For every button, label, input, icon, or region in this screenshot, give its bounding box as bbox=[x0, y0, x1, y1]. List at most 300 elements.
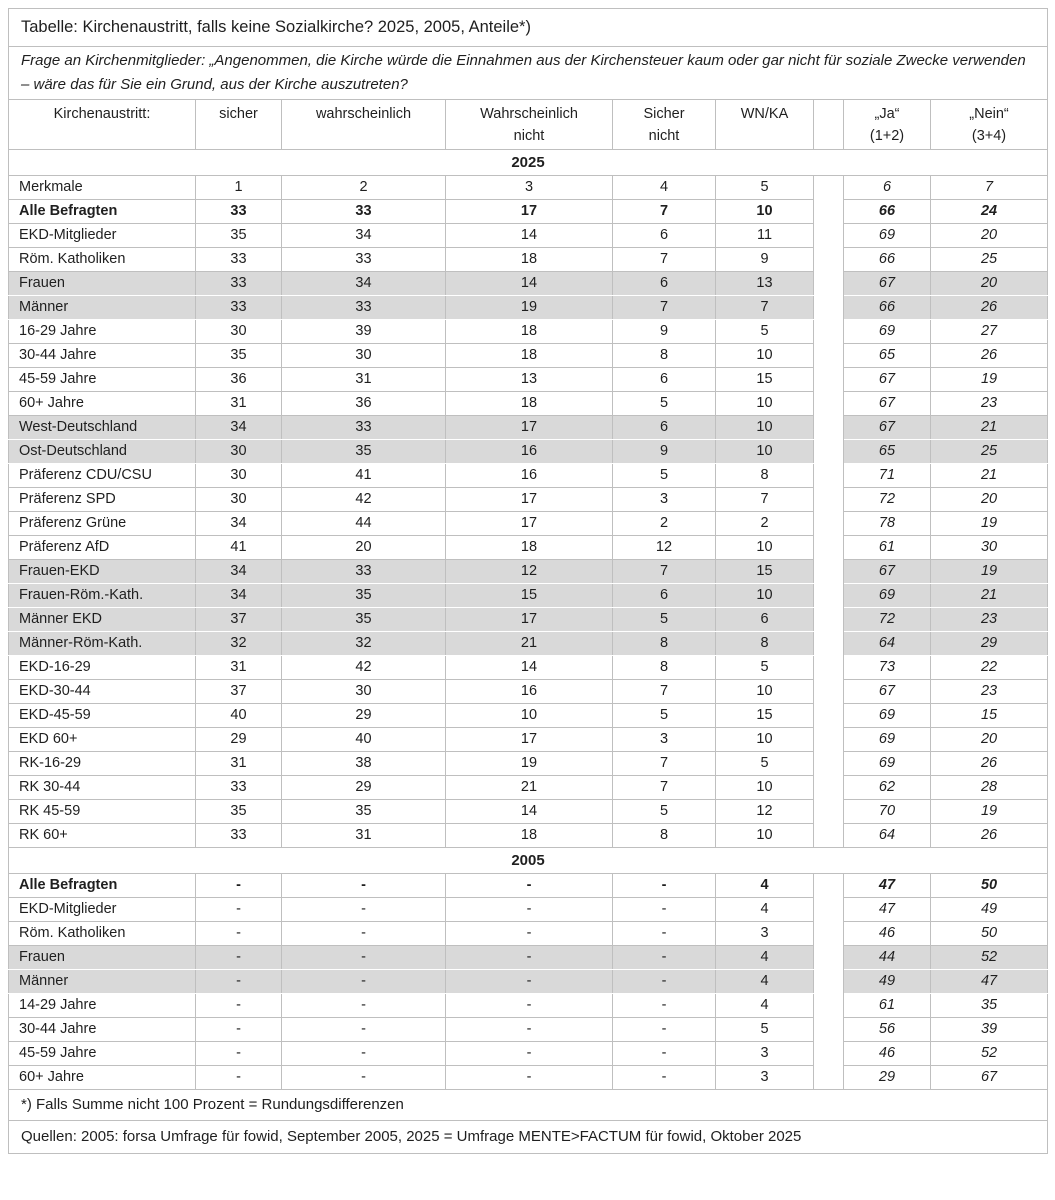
table-row bbox=[9, 463, 1048, 487]
cell-value: 18 bbox=[446, 823, 613, 847]
cell-value-nein: 26 bbox=[931, 751, 1048, 775]
cell-value-nein: 50 bbox=[931, 921, 1048, 945]
cell-value: 8 bbox=[716, 463, 814, 487]
table-row bbox=[9, 487, 1048, 511]
table-row bbox=[9, 921, 1048, 945]
cell-value: 16 bbox=[446, 439, 613, 463]
row-label: Merkmale bbox=[9, 175, 196, 199]
row-label: 16-29 Jahre bbox=[9, 319, 196, 343]
cell-value: 10 bbox=[716, 727, 814, 751]
cell-value: 30 bbox=[196, 487, 282, 511]
cell-value: 5 bbox=[613, 391, 716, 415]
cell-value: 17 bbox=[446, 487, 613, 511]
cell-value: 7 bbox=[613, 295, 716, 319]
cell-value: 32 bbox=[196, 631, 282, 655]
cell-value: - bbox=[446, 921, 613, 945]
table-row bbox=[9, 945, 1048, 969]
cell-value: 10 bbox=[446, 703, 613, 727]
cell-value-ja: 69 bbox=[844, 319, 931, 343]
cell-value: - bbox=[282, 1017, 446, 1041]
cell-value: - bbox=[196, 945, 282, 969]
cell-value-ja: 69 bbox=[844, 751, 931, 775]
cell-value: 16 bbox=[446, 679, 613, 703]
row-label: 30-44 Jahre bbox=[9, 343, 196, 367]
cell-value: 10 bbox=[716, 439, 814, 463]
cell-value-nein: 15 bbox=[931, 703, 1048, 727]
cell-value: 7 bbox=[716, 487, 814, 511]
cell-value: 33 bbox=[196, 271, 282, 295]
cell-value: 39 bbox=[282, 319, 446, 343]
cell-value: - bbox=[613, 897, 716, 921]
spacer-cell bbox=[814, 945, 844, 969]
cell-value-nein: 52 bbox=[931, 1041, 1048, 1065]
cell-value-ja: 66 bbox=[844, 295, 931, 319]
spacer-cell bbox=[814, 727, 844, 751]
cell-value-ja: 6 bbox=[844, 175, 931, 199]
row-label: 45-59 Jahre bbox=[9, 367, 196, 391]
cell-value-nein: 29 bbox=[931, 631, 1048, 655]
cell-value: 33 bbox=[282, 247, 446, 271]
cell-value: - bbox=[282, 969, 446, 993]
cell-value-nein: 25 bbox=[931, 247, 1048, 271]
cell-value: 10 bbox=[716, 823, 814, 847]
cell-value: 10 bbox=[716, 391, 814, 415]
cell-value-nein: 28 bbox=[931, 775, 1048, 799]
cell-value: 17 bbox=[446, 511, 613, 535]
row-label: EKD-45-59 bbox=[9, 703, 196, 727]
table-row bbox=[9, 247, 1048, 271]
column-header-wahrscheinlich: wahrscheinlich bbox=[282, 100, 446, 150]
row-label: Röm. Katholiken bbox=[9, 921, 196, 945]
row-label: Männer EKD bbox=[9, 607, 196, 631]
cell-value: 36 bbox=[196, 367, 282, 391]
cell-value: 8 bbox=[716, 631, 814, 655]
table-row bbox=[9, 271, 1048, 295]
spacer-cell bbox=[814, 343, 844, 367]
spacer-cell bbox=[814, 391, 844, 415]
cell-value: 21 bbox=[446, 631, 613, 655]
cell-value: 18 bbox=[446, 343, 613, 367]
row-label: RK-16-29 bbox=[9, 751, 196, 775]
table-row bbox=[9, 223, 1048, 247]
cell-value: 5 bbox=[613, 703, 716, 727]
row-label: EKD-Mitglieder bbox=[9, 223, 196, 247]
cell-value: 10 bbox=[716, 679, 814, 703]
cell-value: 29 bbox=[196, 727, 282, 751]
cell-value: 31 bbox=[282, 367, 446, 391]
cell-value: 4 bbox=[613, 175, 716, 199]
spacer-cell bbox=[814, 511, 844, 535]
cell-value: 41 bbox=[282, 463, 446, 487]
cell-value: - bbox=[282, 873, 446, 897]
cell-value: 34 bbox=[196, 415, 282, 439]
cell-value: 14 bbox=[446, 799, 613, 823]
cell-value: 13 bbox=[716, 271, 814, 295]
cell-value-nein: 47 bbox=[931, 969, 1048, 993]
row-label: West-Deutschland bbox=[9, 415, 196, 439]
row-label: Frauen-Röm.-Kath. bbox=[9, 583, 196, 607]
cell-value: 11 bbox=[716, 223, 814, 247]
table-row bbox=[9, 415, 1048, 439]
spacer-cell bbox=[814, 175, 844, 199]
column-header-row bbox=[9, 100, 1048, 150]
survey-question: Frage an Kirchenmitglieder: „Angenommen, die Kirche würde die Einnahmen aus der Kirchensteuer kaum oder gar nicht für soziale Zwecke verwenden – wäre das für Sie ein Grund, aus der Kirche auszutreten? bbox=[9, 47, 1048, 100]
table-row bbox=[9, 199, 1048, 223]
row-label: EKD-30-44 bbox=[9, 679, 196, 703]
cell-value-nein: 19 bbox=[931, 367, 1048, 391]
cell-value: 34 bbox=[196, 559, 282, 583]
cell-value: 33 bbox=[282, 295, 446, 319]
spacer-cell bbox=[814, 799, 844, 823]
cell-value-ja: 67 bbox=[844, 271, 931, 295]
cell-value-ja: 56 bbox=[844, 1017, 931, 1041]
cell-value: 2 bbox=[282, 175, 446, 199]
cell-value: - bbox=[613, 873, 716, 897]
cell-value: - bbox=[613, 1041, 716, 1065]
section-band-row bbox=[9, 149, 1048, 175]
cell-value-ja: 62 bbox=[844, 775, 931, 799]
cell-value: 41 bbox=[196, 535, 282, 559]
spacer-cell bbox=[814, 679, 844, 703]
cell-value: 17 bbox=[446, 607, 613, 631]
cell-value-nein: 35 bbox=[931, 993, 1048, 1017]
cell-value: - bbox=[613, 1017, 716, 1041]
cell-value: 8 bbox=[613, 343, 716, 367]
cell-value: - bbox=[613, 921, 716, 945]
cell-value: 12 bbox=[716, 799, 814, 823]
spacer-cell bbox=[814, 897, 844, 921]
column-header-ja: „Ja“ (1+2) bbox=[844, 100, 931, 150]
cell-value: 5 bbox=[613, 463, 716, 487]
row-label: RK 60+ bbox=[9, 823, 196, 847]
cell-value: 33 bbox=[282, 559, 446, 583]
cell-value: - bbox=[282, 1065, 446, 1089]
cell-value: 2 bbox=[716, 511, 814, 535]
title-row bbox=[9, 9, 1048, 47]
cell-value: 15 bbox=[716, 559, 814, 583]
cell-value: - bbox=[196, 1017, 282, 1041]
cell-value: 4 bbox=[716, 897, 814, 921]
cell-value: 6 bbox=[613, 583, 716, 607]
cell-value-nein: 20 bbox=[931, 487, 1048, 511]
cell-value: - bbox=[282, 1041, 446, 1065]
cell-value: 14 bbox=[446, 271, 613, 295]
cell-value: 38 bbox=[282, 751, 446, 775]
cell-value-ja: 61 bbox=[844, 993, 931, 1017]
row-label: 14-29 Jahre bbox=[9, 993, 196, 1017]
spacer-cell bbox=[814, 535, 844, 559]
table-row bbox=[9, 511, 1048, 535]
row-label: Ost-Deutschland bbox=[9, 439, 196, 463]
cell-value: 44 bbox=[282, 511, 446, 535]
cell-value: 12 bbox=[613, 535, 716, 559]
cell-value: 36 bbox=[282, 391, 446, 415]
cell-value-ja: 69 bbox=[844, 703, 931, 727]
cell-value: 13 bbox=[446, 367, 613, 391]
table-row bbox=[9, 897, 1048, 921]
cell-value-ja: 71 bbox=[844, 463, 931, 487]
column-header-sicher: sicher bbox=[196, 100, 282, 150]
cell-value-nein: 24 bbox=[931, 199, 1048, 223]
cell-value-ja: 70 bbox=[844, 799, 931, 823]
cell-value: 12 bbox=[446, 559, 613, 583]
cell-value-nein: 20 bbox=[931, 223, 1048, 247]
cell-value: 6 bbox=[613, 223, 716, 247]
cell-value: 5 bbox=[613, 799, 716, 823]
column-header-sicher-nicht: Sicher nicht bbox=[613, 100, 716, 150]
row-label: Männer-Röm-Kath. bbox=[9, 631, 196, 655]
cell-value-ja: 72 bbox=[844, 607, 931, 631]
cell-value: 31 bbox=[282, 823, 446, 847]
table-row bbox=[9, 367, 1048, 391]
table-row bbox=[9, 535, 1048, 559]
cell-value-ja: 29 bbox=[844, 1065, 931, 1089]
cell-value: 17 bbox=[446, 199, 613, 223]
cell-value: 6 bbox=[716, 607, 814, 631]
cell-value: 10 bbox=[716, 775, 814, 799]
cell-value: 7 bbox=[613, 199, 716, 223]
cell-value-ja: 47 bbox=[844, 873, 931, 897]
table-row bbox=[9, 559, 1048, 583]
table-row bbox=[9, 873, 1048, 897]
row-label: 45-59 Jahre bbox=[9, 1041, 196, 1065]
cell-value: 7 bbox=[613, 679, 716, 703]
table-row bbox=[9, 583, 1048, 607]
cell-value: 32 bbox=[282, 631, 446, 655]
cell-value: 6 bbox=[613, 367, 716, 391]
cell-value: - bbox=[446, 969, 613, 993]
table-row bbox=[9, 175, 1048, 199]
cell-value: 30 bbox=[196, 439, 282, 463]
footnote: *) Falls Summe nicht 100 Prozent = Rundungsdifferenzen bbox=[9, 1089, 1048, 1120]
cell-value-nein: 26 bbox=[931, 343, 1048, 367]
cell-value: 14 bbox=[446, 223, 613, 247]
row-label: Männer bbox=[9, 295, 196, 319]
cell-value-nein: 23 bbox=[931, 391, 1048, 415]
cell-value: - bbox=[196, 873, 282, 897]
cell-value: 9 bbox=[716, 247, 814, 271]
cell-value: - bbox=[196, 1065, 282, 1089]
cell-value: 5 bbox=[716, 175, 814, 199]
cell-value: 7 bbox=[613, 559, 716, 583]
cell-value: 3 bbox=[613, 487, 716, 511]
cell-value: 9 bbox=[613, 319, 716, 343]
cell-value: 4 bbox=[716, 945, 814, 969]
spacer-cell bbox=[814, 295, 844, 319]
cell-value-nein: 67 bbox=[931, 1065, 1048, 1089]
cell-value: 6 bbox=[613, 271, 716, 295]
cell-value: - bbox=[613, 945, 716, 969]
cell-value: 42 bbox=[282, 487, 446, 511]
cell-value-ja: 67 bbox=[844, 367, 931, 391]
spacer-cell bbox=[814, 319, 844, 343]
cell-value-nein: 21 bbox=[931, 415, 1048, 439]
table-title: Tabelle: Kirchenaustritt, falls keine Sozialkirche? 2025, 2005, Anteile*) bbox=[9, 9, 1048, 47]
spacer-cell bbox=[814, 199, 844, 223]
cell-value: 5 bbox=[716, 751, 814, 775]
cell-value-ja: 67 bbox=[844, 391, 931, 415]
section-band-row bbox=[9, 847, 1048, 873]
section-band-label: 2025 bbox=[9, 149, 1048, 175]
cell-value-ja: 67 bbox=[844, 679, 931, 703]
cell-value-ja: 47 bbox=[844, 897, 931, 921]
spacer-cell bbox=[814, 271, 844, 295]
cell-value: 21 bbox=[446, 775, 613, 799]
table-row bbox=[9, 391, 1048, 415]
cell-value: 34 bbox=[282, 223, 446, 247]
cell-value: 42 bbox=[282, 655, 446, 679]
cell-value-ja: 67 bbox=[844, 559, 931, 583]
spacer-cell bbox=[814, 223, 844, 247]
spacer-cell bbox=[814, 247, 844, 271]
sources-row bbox=[9, 1120, 1048, 1153]
cell-value: - bbox=[196, 1041, 282, 1065]
cell-value: - bbox=[196, 969, 282, 993]
cell-value-nein: 26 bbox=[931, 823, 1048, 847]
cell-value: 8 bbox=[613, 631, 716, 655]
row-label: Präferenz AfD bbox=[9, 535, 196, 559]
spacer-cell bbox=[814, 921, 844, 945]
cell-value: - bbox=[613, 1065, 716, 1089]
footnote-row bbox=[9, 1089, 1048, 1120]
cell-value: 30 bbox=[282, 679, 446, 703]
spacer-cell bbox=[814, 415, 844, 439]
cell-value: 15 bbox=[716, 703, 814, 727]
cell-value: 37 bbox=[196, 679, 282, 703]
cell-value: 14 bbox=[446, 655, 613, 679]
row-label: Männer bbox=[9, 969, 196, 993]
cell-value-nein: 49 bbox=[931, 897, 1048, 921]
cell-value-ja: 69 bbox=[844, 583, 931, 607]
spacer-cell bbox=[814, 1041, 844, 1065]
question-row bbox=[9, 47, 1048, 100]
spacer-cell bbox=[814, 607, 844, 631]
cell-value-ja: 69 bbox=[844, 223, 931, 247]
cell-value: 4 bbox=[716, 993, 814, 1017]
row-label: EKD 60+ bbox=[9, 727, 196, 751]
cell-value-ja: 67 bbox=[844, 415, 931, 439]
cell-value-nein: 52 bbox=[931, 945, 1048, 969]
cell-value: 40 bbox=[282, 727, 446, 751]
cell-value: 10 bbox=[716, 535, 814, 559]
cell-value-nein: 21 bbox=[931, 463, 1048, 487]
cell-value: 3 bbox=[716, 921, 814, 945]
cell-value: 18 bbox=[446, 535, 613, 559]
table-row bbox=[9, 727, 1048, 751]
table-row bbox=[9, 1017, 1048, 1041]
cell-value: 35 bbox=[196, 799, 282, 823]
cell-value: 30 bbox=[282, 343, 446, 367]
cell-value: 35 bbox=[282, 439, 446, 463]
cell-value-nein: 19 bbox=[931, 799, 1048, 823]
spacer-cell bbox=[814, 583, 844, 607]
cell-value: 18 bbox=[446, 319, 613, 343]
spacer-cell bbox=[814, 655, 844, 679]
cell-value: - bbox=[613, 969, 716, 993]
cell-value-nein: 26 bbox=[931, 295, 1048, 319]
row-label: 60+ Jahre bbox=[9, 391, 196, 415]
cell-value: - bbox=[282, 993, 446, 1017]
cell-value: 33 bbox=[196, 823, 282, 847]
table-row bbox=[9, 1065, 1048, 1089]
cell-value-ja: 46 bbox=[844, 1041, 931, 1065]
cell-value: - bbox=[446, 1065, 613, 1089]
cell-value: 35 bbox=[282, 607, 446, 631]
cell-value: - bbox=[196, 897, 282, 921]
cell-value-ja: 46 bbox=[844, 921, 931, 945]
table-row bbox=[9, 751, 1048, 775]
row-label: EKD-16-29 bbox=[9, 655, 196, 679]
cell-value-nein: 7 bbox=[931, 175, 1048, 199]
table-row bbox=[9, 703, 1048, 727]
cell-value: 10 bbox=[716, 415, 814, 439]
table-row bbox=[9, 775, 1048, 799]
row-label: 30-44 Jahre bbox=[9, 1017, 196, 1041]
cell-value: 33 bbox=[282, 199, 446, 223]
table-row bbox=[9, 969, 1048, 993]
table-row bbox=[9, 295, 1048, 319]
cell-value-nein: 23 bbox=[931, 607, 1048, 631]
cell-value: 35 bbox=[196, 223, 282, 247]
cell-value: 30 bbox=[196, 463, 282, 487]
cell-value: 1 bbox=[196, 175, 282, 199]
cell-value-nein: 25 bbox=[931, 439, 1048, 463]
cell-value: 7 bbox=[613, 775, 716, 799]
cell-value-ja: 66 bbox=[844, 247, 931, 271]
cell-value: 35 bbox=[282, 583, 446, 607]
spacer-cell bbox=[814, 487, 844, 511]
cell-value: 18 bbox=[446, 391, 613, 415]
cell-value: - bbox=[196, 921, 282, 945]
cell-value: 6 bbox=[613, 415, 716, 439]
cell-value: 40 bbox=[196, 703, 282, 727]
cell-value-ja: 69 bbox=[844, 727, 931, 751]
table-row bbox=[9, 343, 1048, 367]
cell-value: 29 bbox=[282, 703, 446, 727]
spacer-cell bbox=[814, 631, 844, 655]
section-band-label: 2005 bbox=[9, 847, 1048, 873]
cell-value: 31 bbox=[196, 751, 282, 775]
cell-value: - bbox=[282, 945, 446, 969]
cell-value: 33 bbox=[196, 775, 282, 799]
table-row bbox=[9, 319, 1048, 343]
cell-value-nein: 27 bbox=[931, 319, 1048, 343]
cell-value: 19 bbox=[446, 295, 613, 319]
cell-value: 7 bbox=[613, 751, 716, 775]
cell-value: 34 bbox=[196, 511, 282, 535]
cell-value: 10 bbox=[716, 343, 814, 367]
column-header-nein: „Nein“ (3+4) bbox=[931, 100, 1048, 150]
table-row bbox=[9, 799, 1048, 823]
spacer-cell bbox=[814, 993, 844, 1017]
cell-value: 4 bbox=[716, 969, 814, 993]
cell-value: 2 bbox=[613, 511, 716, 535]
row-label: 60+ Jahre bbox=[9, 1065, 196, 1089]
spacer-cell bbox=[814, 873, 844, 897]
row-label: Alle Befragten bbox=[9, 199, 196, 223]
cell-value: - bbox=[282, 921, 446, 945]
cell-value-ja: 49 bbox=[844, 969, 931, 993]
cell-value: 15 bbox=[716, 367, 814, 391]
cell-value: - bbox=[446, 897, 613, 921]
row-label: Frauen-EKD bbox=[9, 559, 196, 583]
cell-value: 33 bbox=[196, 199, 282, 223]
cell-value: 9 bbox=[613, 439, 716, 463]
cell-value-ja: 44 bbox=[844, 945, 931, 969]
row-label: Röm. Katholiken bbox=[9, 247, 196, 271]
cell-value-ja: 61 bbox=[844, 535, 931, 559]
cell-value: 20 bbox=[282, 535, 446, 559]
